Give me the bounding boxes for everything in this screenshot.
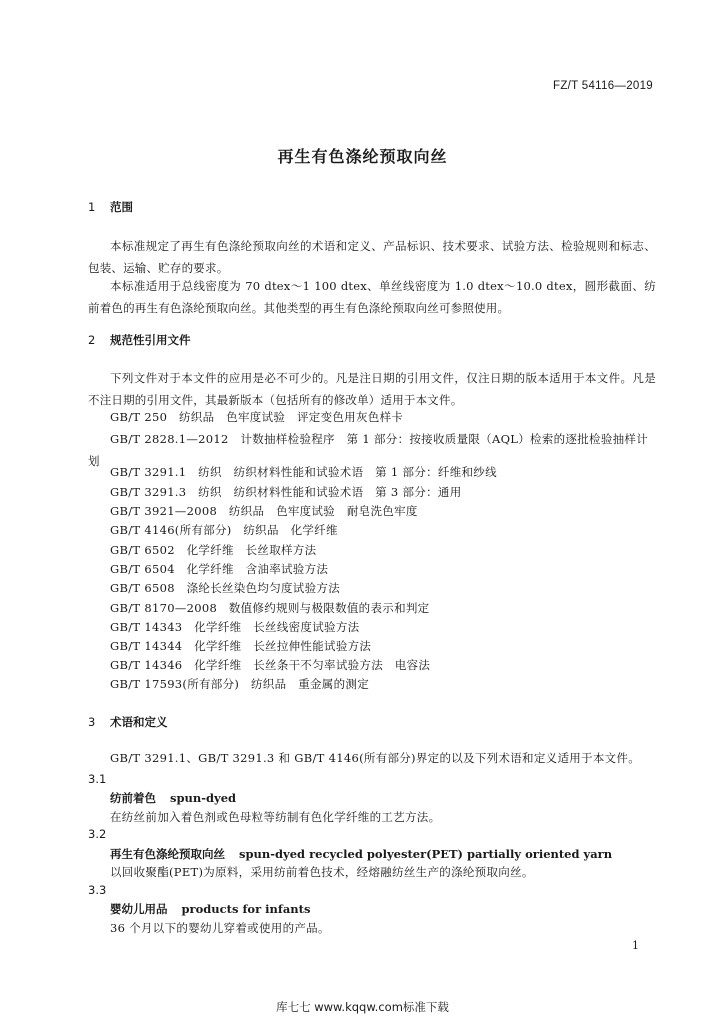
normative-reference: GB/T 14343 化学纤维 长丝线密度试验方法 [110,620,360,634]
term-definition: 在纺丝前加入着色剂或色母粒等纺制有色化学纤维的工艺方法。 [110,810,441,824]
normative-reference: GB/T 8170—2008 数值修约规则与极限数值的表示和判定 [110,601,430,615]
term-name [110,790,236,806]
term-name-zh: 再生有色涤纶预取向丝 [110,847,225,861]
normative-reference: GB/T 4146(所有部分) 纺织品 化学纤维 [110,523,338,537]
section-2-intro: 下列文件对于本文件的应用是必不可少的。凡是注日期的引用文件，仅注日期的版本适用于本文件。凡是不注日期的引用文件，其最新版本（包括所有的修改单）适用于本文件。 [88,371,656,407]
section-title: 术语和定义 [110,715,168,729]
term-name [110,846,612,862]
term-name-en: spun-dyed recycled polyester(PET) partially oriented yarn [239,847,613,861]
normative-reference: GB/T 14344 化学纤维 长丝拉伸性能试验方法 [110,639,372,653]
section-1-heading [88,199,133,215]
section-number: 1 [88,200,96,214]
section-title: 范围 [110,200,133,214]
download-watermark: 库七七 www.kqqw.com标准下载 [276,1000,449,1014]
term-name-en: products for infants [181,902,311,916]
section-number: 2 [88,333,96,347]
normative-reference: GB/T 3921—2008 纺织品 色牢度试验 耐皂洗色牢度 [110,504,418,518]
normative-reference: GB/T 6508 涤纶长丝染色均匀度试验方法 [110,581,341,595]
normative-reference: GB/T 3291.3 纺织 纺织材料性能和试验术语 第 3 部分：通用 [110,485,462,499]
term-number: 3.1 [88,772,107,786]
section-title: 规范性引用文件 [110,333,191,347]
normative-reference: GB/T 17593(所有部分) 纺织品 重金属的测定 [110,677,369,691]
normative-reference: GB/T 6502 化学纤维 长丝取样方法 [110,543,317,557]
document-title: 再生有色涤纶预取向丝 [277,147,448,166]
normative-reference: GB/T 250 纺织品 色牢度试验 评定变色用灰色样卡 [110,410,404,424]
term-definition: 36 个月以下的婴幼儿穿着或使用的产品。 [110,921,330,935]
standard-code: FZ/T 54116—2019 [553,80,653,92]
term-name-zh: 纺前着色 [110,791,156,805]
normative-reference: GB/T 14346 化学纤维 长丝条干不匀率试验方法 电容法 [110,658,431,672]
term-number: 3.2 [88,827,107,841]
term-name-en: spun-dyed [170,791,237,805]
section-1-paragraph: 本标准规定了再生有色涤纶预取向丝的术语和定义、产品标识、技术要求、试验方法、检验规则和标志、包装、运输、贮存的要求。 [88,239,656,275]
section-number: 3 [88,715,96,729]
normative-reference: GB/T 6504 化学纤维 含油率试验方法 [110,562,329,576]
section-3-heading [88,714,168,730]
section-1-paragraph: 本标准适用于总线密度为 70 dtex～1 100 dtex、单丝线密度为 1.0 dtex～10.0 dtex，圆形截面、纺前着色的再生有色涤纶预取向丝。其他类型的再生有色涤纶预取向丝可参照使用。 [88,279,656,315]
normative-reference: GB/T 3291.1 纺织 纺织材料性能和试验术语 第 1 部分：纤维和纱线 [110,465,497,479]
term-definition: 以回收聚酯(PET)为原料，采用纺前着色技术，经熔融纺丝生产的涤纶预取向丝。 [110,865,534,879]
term-name-zh: 婴幼儿用品 [110,902,168,916]
term-name [110,901,310,917]
normative-reference: GB/T 2828.1—2012 计数抽样检验程序 第 1 部分：按接收质量限（AQL）检索的逐批检验抽样计划 [88,432,649,468]
page-number: 1 [632,939,639,952]
section-2-heading [88,332,191,348]
section-3-intro: GB/T 3291.1、GB/T 3291.3 和 GB/T 4146(所有部分)界定的以及下列术语和定义适用于本文件。 [110,751,641,765]
term-number: 3.3 [88,883,107,897]
